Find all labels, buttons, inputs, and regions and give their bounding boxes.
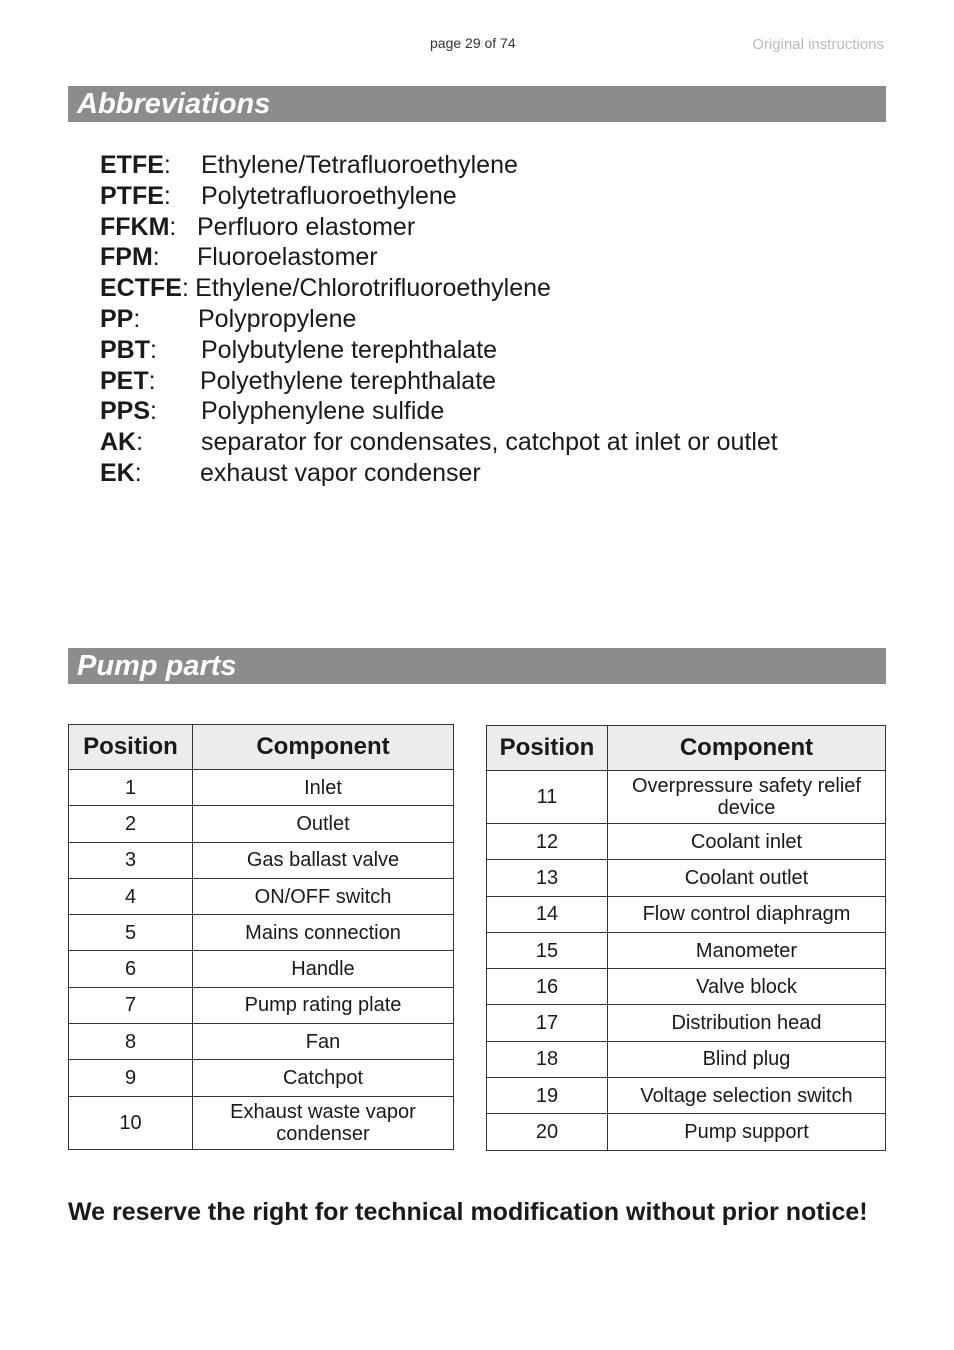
position-cell: 16 (487, 969, 608, 1005)
position-cell: 7 (69, 987, 193, 1023)
abbreviations-heading: Abbreviations (68, 86, 886, 122)
position-cell: 6 (69, 951, 193, 987)
modification-notice: We reserve the right for technical modification without prior notice! (68, 1198, 868, 1226)
position-cell: 14 (487, 896, 608, 932)
position-cell: 2 (69, 806, 193, 842)
component-column-header: Component (193, 725, 454, 770)
abbreviation-item (100, 366, 551, 397)
abbreviation-separator: : (136, 428, 144, 457)
abbreviation-separator: : (134, 458, 142, 487)
abbreviation-separator: : (133, 304, 141, 333)
document-label: Original instructions (752, 36, 884, 53)
position-cell: 4 (69, 878, 193, 914)
position-cell: 11 (487, 771, 608, 824)
table-row (487, 1114, 886, 1150)
table-row (487, 860, 886, 896)
abbreviation-definition: Polyethylene terephthalate (200, 366, 497, 395)
abbreviation-separator: : (169, 212, 177, 241)
abbreviation-definition: Polybutylene terephthalate (201, 335, 498, 364)
position-cell: 1 (69, 770, 193, 806)
table-row (487, 1005, 886, 1041)
table-row (69, 842, 454, 878)
abbreviation-code: AK (100, 428, 137, 457)
abbreviations-list (100, 150, 778, 489)
abbreviation-definition: Polytetrafluoroethylene (201, 181, 457, 210)
table-row (487, 1041, 886, 1077)
position-cell: 8 (69, 1024, 193, 1060)
abbreviation-definition: exhaust vapor condenser (200, 458, 481, 487)
table-row (69, 915, 454, 951)
component-cell: Manometer (608, 932, 886, 968)
position-cell: 10 (69, 1096, 193, 1149)
position-cell: 20 (487, 1114, 608, 1150)
abbreviation-item (100, 150, 551, 181)
abbreviation-item (100, 304, 551, 335)
component-cell: Pump support (608, 1114, 886, 1150)
pump-parts-heading: Pump parts (68, 648, 886, 684)
table-row (487, 1078, 886, 1114)
abbreviation-definition: Fluoroelastomer (197, 243, 378, 272)
abbreviation-separator: : (163, 181, 171, 210)
position-cell: 19 (487, 1078, 608, 1114)
table-row (69, 987, 454, 1023)
abbreviation-code: ECTFE (100, 274, 182, 303)
component-cell: Fan (193, 1024, 454, 1060)
abbreviation-separator: : (148, 366, 156, 395)
table-row (69, 1024, 454, 1060)
abbreviation-separator: : (150, 335, 157, 364)
abbreviation-code: PET (100, 366, 149, 395)
abbreviation-definition: Polyphenylene sulfide (201, 397, 445, 426)
table-row (487, 771, 886, 824)
component-cell: Voltage selection switch (608, 1078, 886, 1114)
page-number: page 29 of 74 (430, 35, 516, 51)
position-cell: 13 (487, 860, 608, 896)
position-cell: 9 (69, 1060, 193, 1096)
position-cell: 12 (487, 824, 608, 860)
abbreviation-definition: Ethylene/Chlorotrifluoroethylene (195, 274, 551, 303)
component-cell: Handle (193, 951, 454, 987)
position-cell: 17 (487, 1005, 608, 1041)
position-cell: 18 (487, 1041, 608, 1077)
abbreviation-code: FFKM (100, 212, 170, 241)
abbreviation-item (100, 242, 551, 273)
component-cell: Inlet (193, 770, 454, 806)
abbreviation-code: FPM (100, 243, 153, 272)
abbreviation-item (100, 273, 551, 304)
component-cell: Overpressure safety relief device (608, 771, 886, 824)
table-row (69, 770, 454, 806)
table-row (487, 824, 886, 860)
abbreviation-item (100, 427, 778, 458)
component-cell: ON/OFF switch (193, 878, 454, 914)
abbreviation-code: EK (100, 458, 135, 487)
abbreviation-item (100, 458, 551, 489)
component-cell: Catchpot (193, 1060, 454, 1096)
abbreviation-item (100, 212, 551, 243)
component-cell: Coolant inlet (608, 824, 886, 860)
abbreviation-separator: : (163, 151, 171, 179)
abbreviation-code: PP (100, 304, 134, 333)
abbreviation-item (100, 335, 551, 366)
component-cell: Outlet (193, 806, 454, 842)
table-row (69, 951, 454, 987)
component-cell: Valve block (608, 969, 886, 1005)
abbreviation-separator: : (152, 243, 160, 272)
abbreviation-separator: : (150, 397, 157, 426)
component-cell: Gas ballast valve (193, 842, 454, 878)
table-row (487, 969, 886, 1005)
abbreviation-definition: Perfluoro elastomer (197, 212, 416, 241)
table-row (69, 806, 454, 842)
abbreviation-code: PBT (100, 335, 150, 364)
component-cell: Mains connection (193, 915, 454, 951)
abbreviation-item (100, 181, 551, 212)
abbreviation-definition: Ethylene/Tetrafluoroethylene (201, 151, 518, 179)
table-row (487, 896, 886, 932)
pump-parts-table-right (486, 725, 886, 1151)
position-column-header: Position (69, 725, 193, 770)
position-cell: 15 (487, 932, 608, 968)
component-cell: Distribution head (608, 1005, 886, 1041)
abbreviation-definition: Polypropylene (198, 304, 357, 333)
abbreviation-separator: : (181, 274, 189, 303)
component-column-header: Component (608, 726, 886, 771)
abbreviation-code: PTFE (100, 181, 164, 210)
position-cell: 5 (69, 915, 193, 951)
table-row (69, 1060, 454, 1096)
component-cell: Blind plug (608, 1041, 886, 1077)
component-cell: Exhaust waste vapor condenser (193, 1096, 454, 1149)
abbreviation-definition: separator for condensates, catchpot at inlet or outlet (201, 428, 778, 457)
table-row (69, 1096, 454, 1149)
pump-parts-table-left (68, 724, 454, 1150)
abbreviation-code: PPS (100, 397, 151, 426)
position-cell: 3 (69, 842, 193, 878)
component-cell: Pump rating plate (193, 987, 454, 1023)
abbreviation-code: ETFE (100, 151, 164, 179)
table-row (69, 878, 454, 914)
component-cell: Flow control diaphragm (608, 896, 886, 932)
position-column-header: Position (487, 726, 608, 771)
component-cell: Coolant outlet (608, 860, 886, 896)
table-row (487, 932, 886, 968)
abbreviation-item (100, 396, 551, 427)
